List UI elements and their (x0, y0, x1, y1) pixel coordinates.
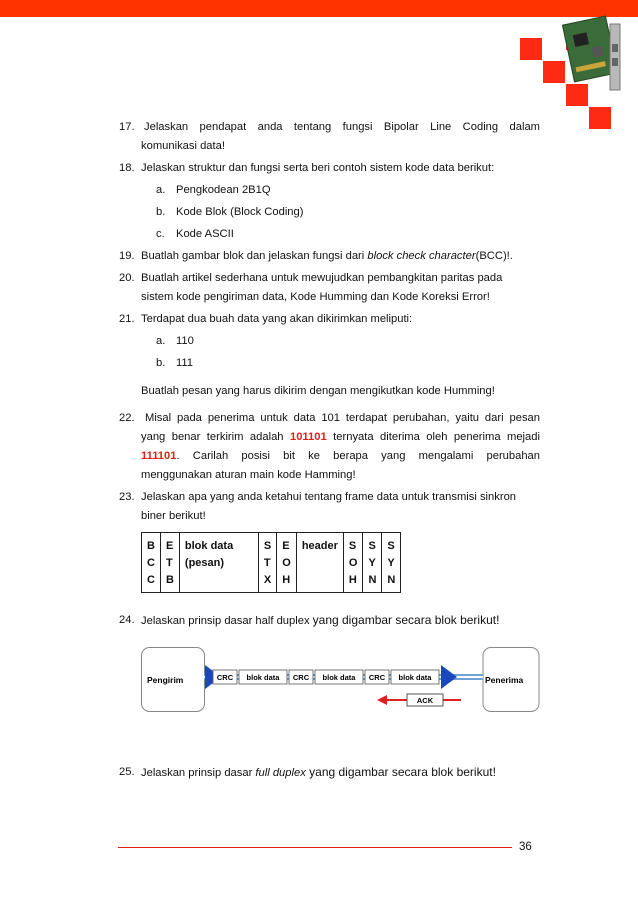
send-arrow-icon (441, 665, 457, 689)
data-block-label: CRC (216, 673, 234, 682)
frame-table (141, 532, 401, 593)
question-text: Jelaskan prinsip dasar full duplex yang digambar secara blok berikut! (141, 765, 496, 779)
question-number: 18. (119, 162, 135, 174)
question-text: 111101. Carilah posisi bit ke berapa yang mengalami perubahan (141, 450, 540, 462)
question-21 (119, 310, 540, 329)
question-number: 23. (119, 491, 135, 503)
question-number: 17. (119, 121, 135, 133)
frame-cell: B C C (142, 533, 161, 593)
question-18 (119, 159, 540, 178)
receiver-label: Penerima (485, 675, 524, 685)
question-23 (119, 488, 540, 526)
question-number: 25. (119, 766, 135, 778)
question-text: biner berikut! (141, 510, 206, 522)
question-text: Buatlah pesan yang harus dikirim dengan mengikutkan kode Humming! (141, 385, 495, 397)
question-number: 22. (119, 412, 135, 424)
question-25-wrap (119, 763, 540, 786)
question-number: 20. (119, 272, 135, 284)
question-20 (119, 269, 540, 307)
data-block-label: blok data (322, 673, 356, 682)
question-text: Buatlah artikel sederhana untuk mewujudkan pembangkitan paritas pada (141, 272, 503, 284)
decor-square (589, 107, 611, 129)
list-item: c. Kode ASCII (156, 228, 234, 240)
frame-cell: E T B (160, 533, 179, 593)
frame-cell: S O H (343, 533, 363, 593)
page-number: 36 (519, 841, 532, 853)
question-21-instruction (119, 382, 540, 401)
question-text: menggunakan aturan main kode Hamming! (141, 469, 356, 481)
question-text: Misal pada penerima untuk data 101 terdapat perubahan, yaitu dari pesan (145, 412, 540, 424)
frame-cell: blok data (pesan) (179, 533, 258, 593)
question-text: Jelaskan prinsip dasar half duplex yang digambar secara blok berikut! (141, 613, 500, 627)
ack-arrow-icon (377, 695, 387, 705)
question-text: komunikasi data! (141, 140, 225, 152)
list-item: a. 110 (156, 335, 194, 347)
question-text: Jelaskan pendapat anda tentang fungsi Bipolar Line Coding dalam (144, 121, 540, 133)
data-block-label: blok data (246, 673, 280, 682)
question-text: sistem kode pengiriman data, Kode Humming dan Kode Koreksi Error! (141, 291, 490, 303)
top-accent-bar (0, 0, 638, 17)
frame-cell: S T X (258, 533, 276, 593)
ack-label: ACK (416, 696, 434, 705)
data-block-label: CRC (368, 673, 386, 682)
frame-cell: E O H (277, 533, 297, 593)
question-text: Jelaskan struktur dan fungsi serta beri contoh sistem kode data berikut: (141, 162, 495, 174)
data-blocks (213, 670, 439, 684)
question-number: 24. (119, 614, 135, 626)
data-block-label: blok data (398, 673, 432, 682)
question-19 (119, 247, 540, 266)
frame-cell: header (296, 533, 343, 593)
question-number: 19. (119, 250, 135, 262)
list-item: b. Kode Blok (Block Coding) (156, 206, 304, 218)
data-block-label: CRC (292, 673, 310, 682)
footer-line (118, 847, 512, 848)
question-number: 21. (119, 313, 135, 325)
question-text: Jelaskan apa yang anda ketahui tentang frame data untuk transmisi sinkron (141, 491, 517, 503)
question-list (119, 118, 540, 634)
network-card-icon (562, 14, 632, 98)
decor-square (520, 38, 542, 60)
list-item: a. Pengkodean 2B1Q (156, 184, 271, 196)
list-item: b. 111 (156, 357, 194, 369)
question-22 (119, 409, 540, 485)
question-17 (119, 118, 540, 156)
question-text: Buatlah gambar blok dan jelaskan fungsi dari block check character(BCC)!. (141, 250, 513, 262)
question-25 (119, 763, 540, 783)
question-24 (119, 611, 540, 631)
half-duplex-diagram (141, 647, 540, 719)
sender-label: Pengirim (147, 675, 184, 685)
question-text: Terdapat dua buah data yang akan dikirimkan meliputi: (141, 313, 413, 325)
question-text: yang benar terkirim adalah 101101 ternyata diterima oleh penerima mejadi (141, 431, 540, 443)
frame-cell: S Y N (363, 533, 382, 593)
frame-cell: S Y N (382, 533, 401, 593)
